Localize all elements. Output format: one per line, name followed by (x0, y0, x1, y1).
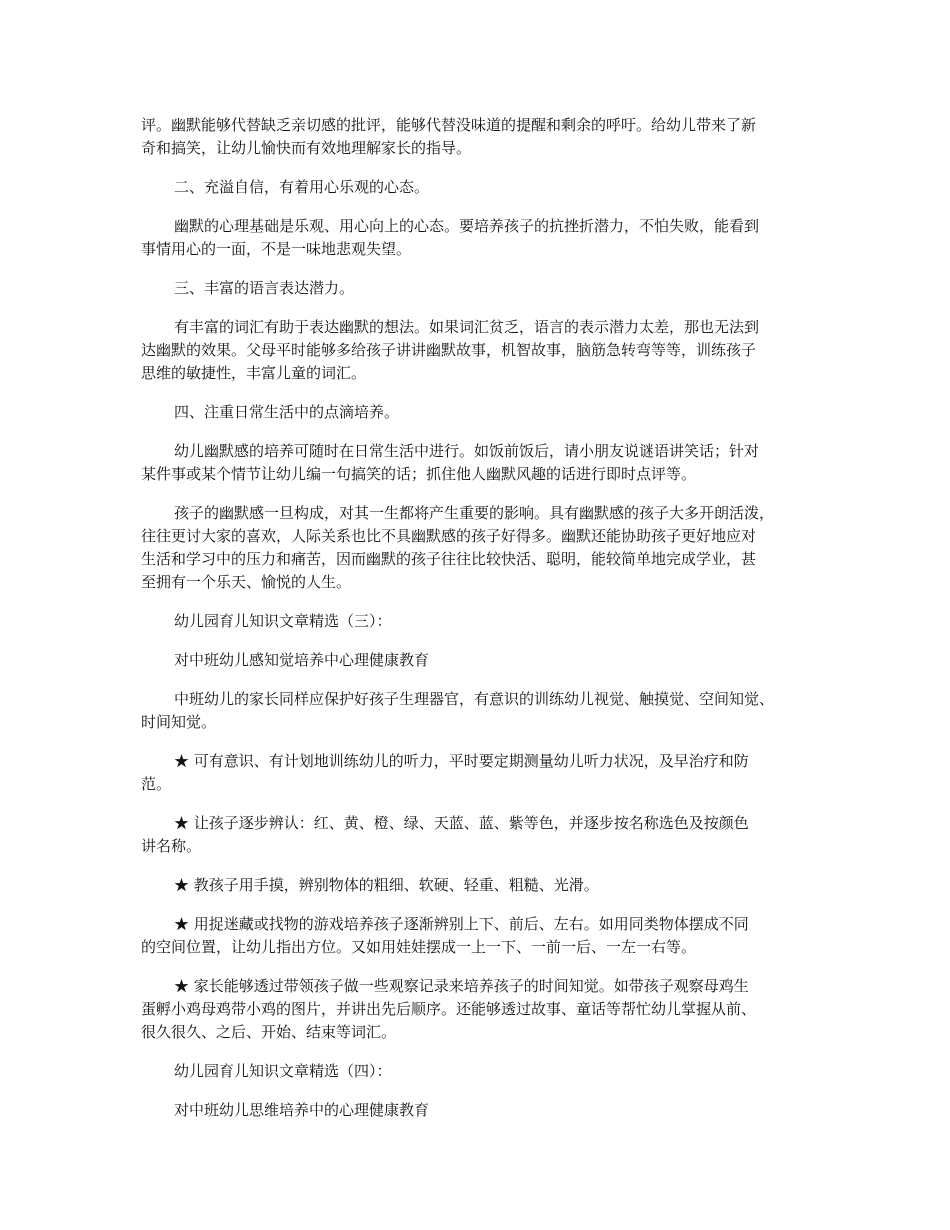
document-body (141, 114, 821, 1138)
paragraph-line: ★ 教孩子用手摸，辨别物体的粗细、软硬、轻重、粗糙、光滑。 (174, 876, 599, 894)
paragraph-line: 的空间位置，让幼儿指出方位。又如用娃娃摆成一上一下、一前一后、一左一右等。 (141, 938, 697, 956)
paragraph-line: 中班幼儿的家长同样应保护好孩子生理器官，有意识的训练幼儿视觉、触摸觉、空间知觉、 (174, 690, 775, 708)
document-paragraph (141, 874, 821, 897)
paragraph-line: 时间知觉。 (141, 713, 217, 731)
paragraph-line: 讲名称。 (141, 837, 202, 855)
paragraph-line: 孩子的幽默感一旦构成，对其一生都将产生重要的影响。具有幽默感的孩子大多开朗活泼， (174, 504, 775, 522)
paragraph-line: 思维的敏捷性，丰富儿童的词汇。 (141, 364, 367, 382)
document-paragraph (141, 649, 821, 672)
paragraph-line: 二、充溢自信，有着用心乐观的心态。 (174, 178, 430, 196)
paragraph-line: 三、丰富的语言表达潜力。 (174, 279, 355, 297)
paragraph-line: 往往更讨大家的喜欢，人际关系也比不具幽默感的孩子好得多。幽默还能协助孩子更好地应对 (141, 527, 757, 545)
paragraph-line: 生活和学习中的压力和痛苦，因而幽默的孩子往往比较快活、聪明，能较简单地完成学业，甚 (141, 550, 757, 568)
document-paragraph (141, 750, 821, 796)
document-paragraph (141, 1060, 821, 1083)
paragraph-line: 至拥有一个乐天、愉悦的人生。 (141, 573, 352, 591)
paragraph-line: 幼儿园育儿知识文章精选（三）： (174, 612, 392, 630)
paragraph-line: 达幽默的效果。父母平时能够多给孩子讲讲幽默故事，机智故事，脑筋急转弯等等，训练孩子 (141, 341, 757, 359)
paragraph-line: 蛋孵小鸡母鸡带小鸡的图片，并讲出先后顺序。还能够透过故事、童话等帮忙幼儿掌握从前、 (141, 1000, 757, 1018)
document-paragraph (141, 215, 821, 261)
document-paragraph (141, 1099, 821, 1122)
paragraph-line: 很久很久、之后、开始、结束等词汇。 (141, 1023, 397, 1041)
document-paragraph (141, 277, 821, 300)
document-paragraph (141, 114, 821, 160)
paragraph-line: 幼儿园育儿知识文章精选（四）： (174, 1062, 392, 1080)
paragraph-line: 范。 (141, 775, 172, 793)
document-paragraph (141, 812, 821, 858)
document-paragraph (141, 316, 821, 385)
paragraph-line: 事情用心的一面，不是一味地悲观失望。 (141, 240, 412, 258)
document-paragraph (141, 401, 821, 424)
paragraph-line: 四、注重日常生活中的点滴培养。 (174, 403, 400, 421)
document-paragraph (141, 975, 821, 1044)
paragraph-line: 对中班幼儿思维培养中的心理健康教育 (174, 1101, 430, 1119)
paragraph-line: ★ 用捉迷藏或找物的游戏培养孩子逐渐辨别上下、前后、左右。如用同类物体摆成不同 (174, 915, 749, 933)
paragraph-line: 幼儿幽默感的培养可随时在日常生活中进行。如饭前饭后，请小朋友说谜语讲笑话；针对 (174, 442, 760, 460)
document-paragraph (141, 688, 821, 734)
paragraph-line: 评。幽默能够代替缺乏亲切感的批评，能够代替没味道的提醒和剩余的呼吁。给幼儿带来了新 (141, 116, 757, 134)
paragraph-line: 有丰富的词汇有助于表达幽默的想法。如果词汇贫乏，语言的表示潜力太差，那也无法到 (174, 318, 760, 336)
paragraph-line: 幽默的心理基础是乐观、用心向上的心态。要培养孩子的抗挫折潜力，不怕失败，能看到 (174, 217, 760, 235)
document-paragraph (141, 440, 821, 486)
paragraph-line: 对中班幼儿感知觉培养中心理健康教育 (174, 651, 430, 669)
document-paragraph (141, 176, 821, 199)
document-paragraph (141, 610, 821, 633)
paragraph-line: 奇和搞笑，让幼儿愉快而有效地理解家长的指导。 (141, 139, 472, 157)
paragraph-line: ★ 让孩子逐步辨认：红、黄、橙、绿、天蓝、蓝、紫等色，并逐步按名称选色及按颜色 (174, 814, 749, 832)
paragraph-line: 某件事或某个情节让幼儿编一句搞笑的话；抓住他人幽默风趣的话进行即时点评等。 (141, 465, 697, 483)
paragraph-line: ★ 家长能够透过带领孩子做一些观察记录来培养孩子的时间知觉。如带孩子观察母鸡生 (174, 977, 749, 995)
document-paragraph (141, 502, 821, 594)
document-paragraph (141, 913, 821, 959)
paragraph-line: ★ 可有意识、有计划地训练幼儿的听力，平时要定期测量幼儿听力状况，及早治疗和防 (174, 752, 749, 770)
